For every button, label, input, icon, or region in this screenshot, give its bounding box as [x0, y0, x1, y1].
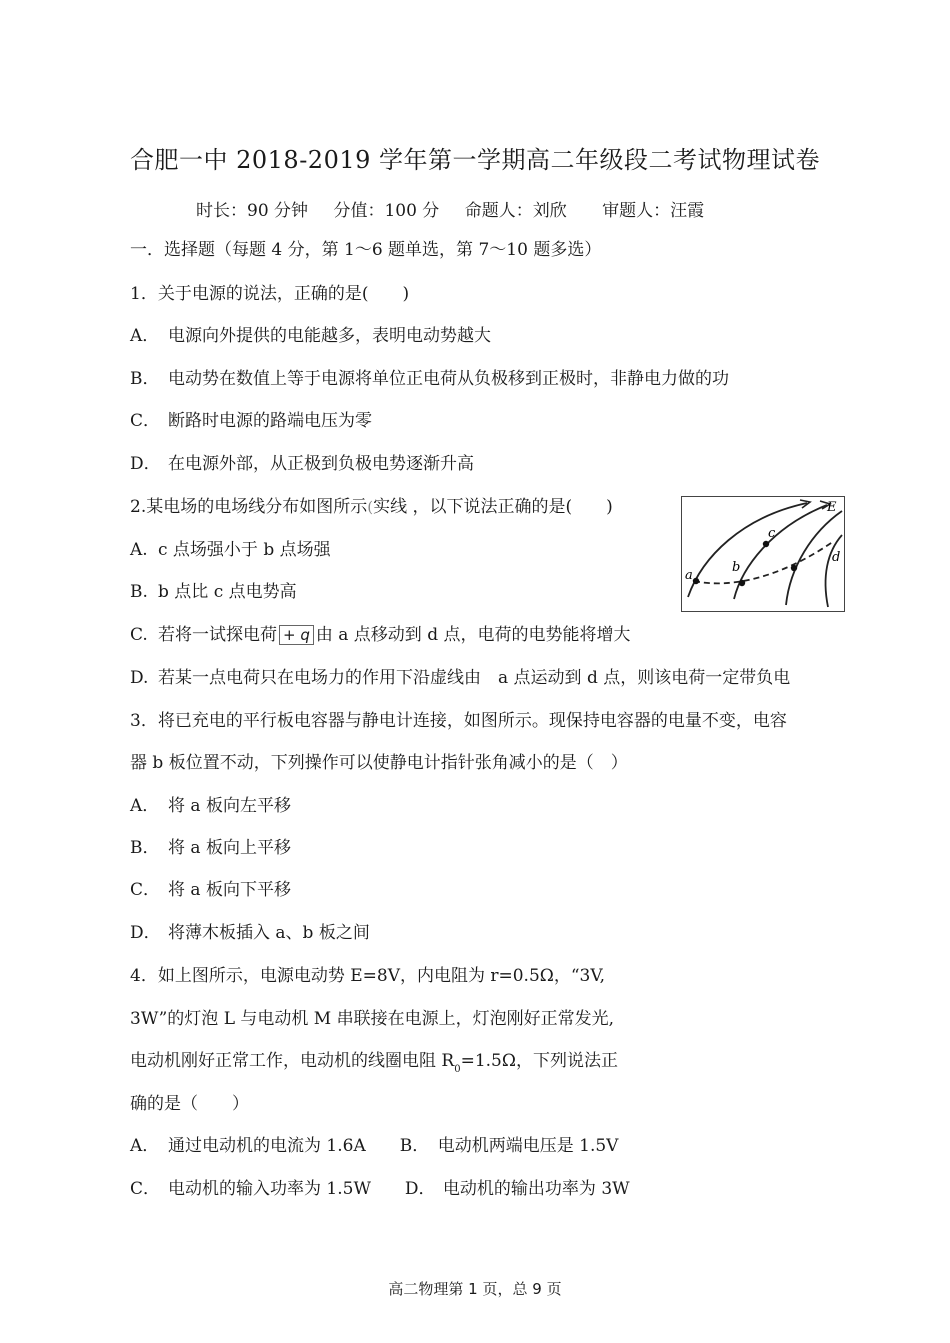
option-label: D.	[130, 668, 149, 688]
q3-option-b	[130, 836, 291, 860]
option-label: C.	[130, 625, 148, 645]
q3-option-d	[130, 921, 370, 945]
subscript: 0	[454, 1064, 461, 1075]
q1-stem: 1．关于电源的说法，正确的是( )	[130, 284, 410, 304]
q1-option-d	[130, 452, 474, 476]
q4-stem-line-4: 确的是（ ）	[130, 1094, 249, 1114]
q2-stem-part-a: 2.某电场的电场线分布如图所示	[130, 497, 368, 517]
q3-stem-line-1: 3．将已充电的平行板电容器与静电计连接，如图所示。现保持电容器的电量不变，电容	[130, 711, 787, 731]
q4-options-row-2	[130, 1177, 630, 1201]
q2-option-d	[130, 666, 790, 690]
q4-stem-line-3	[130, 1049, 618, 1082]
bracket-icon: (	[367, 498, 374, 516]
option-label: C．	[130, 1179, 161, 1199]
option-label: A.	[130, 540, 148, 560]
option-text: 断路时电源的路端电压为零	[168, 411, 372, 431]
option-text: 电动机的输入功率为 1.5W	[168, 1179, 371, 1199]
q4-stem-text: =1.5Ω，下列说法正	[460, 1051, 618, 1071]
option-label: D．	[130, 923, 161, 943]
q2-option-c	[130, 623, 631, 647]
option-label: A．	[130, 326, 160, 346]
option-text: 将薄木板插入 a、b 板之间	[168, 923, 370, 943]
label-d: d	[832, 550, 841, 565]
q4-stem-line-2: 3W”的灯泡 L 与电动机 M 串联接在电源上，灯泡刚好正常发光,	[130, 1009, 615, 1029]
q3-stem-line-2: 器 b 板位置不动，下列操作可以使静电计指针张角减小的是（ ）	[130, 753, 628, 773]
q4-options-row-1	[130, 1134, 618, 1158]
q1-option-b	[130, 367, 729, 391]
option-label: D．	[130, 454, 161, 474]
option-text: 若某一点电荷只在电场力的作用下沿虚线由 a 点运动到 d 点，则该电荷一定带负电	[158, 668, 791, 688]
exam-duration: 时长：90 分钟	[196, 201, 309, 221]
option-label: C．	[130, 411, 161, 431]
option-text: 若将一试探电荷	[158, 625, 277, 645]
exam-reviewer: 审题人：汪霞	[602, 201, 705, 221]
point-c	[763, 541, 769, 547]
option-label: B．	[130, 369, 160, 389]
exam-title: 合肥一中 2018-2019 学年第一学期高二年级段二考试物理试卷	[129, 146, 821, 174]
option-text: 电动机两端电压是 1.5V	[437, 1136, 619, 1156]
electric-field-figure	[681, 496, 845, 612]
section-heading: 一．选择题（每题 4 分，第 1～6 题单选，第 7～10 题多选）	[130, 240, 602, 260]
option-label: B．	[399, 1136, 430, 1156]
exam-meta	[196, 196, 724, 221]
option-text: 将 a 板向下平移	[168, 880, 291, 900]
q3-option-a	[130, 794, 291, 818]
point-b	[739, 580, 745, 586]
option-text: 由 a 点移动到 d 点，电荷的电势能将增大	[315, 625, 631, 645]
option-text: 电动势在数值上等于电源将单位正电荷从负极移到正极时，非静电力做的功	[168, 369, 729, 389]
q1-option-a	[130, 324, 491, 348]
label-c: c	[768, 526, 776, 541]
option-text: 通过电动机的电流为 1.6A	[168, 1136, 366, 1156]
q4-stem-line-1: 4．如上图所示，电源电动势 E=8V，内电阻为 r=0.5Ω，“3V,	[130, 966, 606, 986]
option-label: C．	[130, 880, 161, 900]
q4-stem-text: 电动机刚好正常工作，电动机的线圈电阻 R	[130, 1051, 455, 1071]
label-b: b	[732, 560, 741, 575]
option-text: 在电源外部，从正极到负极电势逐渐升高	[168, 454, 474, 474]
exam-author: 命题人：刘欣	[464, 201, 567, 221]
option-label: A．	[130, 796, 160, 816]
test-charge-symbol: + q	[279, 625, 314, 645]
label-e: E	[827, 500, 837, 515]
q2-option-b	[130, 580, 297, 604]
option-text: 电源向外提供的电能越多，表明电动势越大	[168, 326, 491, 346]
q2-option-a	[130, 538, 331, 562]
q2-stem	[130, 495, 613, 519]
option-label: B．	[130, 838, 160, 858]
field-line-2	[734, 505, 827, 599]
option-label: A．	[130, 1136, 160, 1156]
option-label: B.	[130, 582, 148, 602]
point-d-crossing	[791, 565, 797, 571]
option-text: 将 a 板向左平移	[168, 796, 291, 816]
field-lines-diagram	[682, 497, 844, 611]
q3-option-c	[130, 878, 291, 902]
q2-stem-part-b: 实线 ，以下说法正确的是( )	[373, 497, 613, 517]
page-footer: 高二物理第 1 页，总 9 页	[388, 1280, 562, 1298]
option-text: 将 a 板向上平移	[168, 838, 291, 858]
exam-score: 分值：100 分	[333, 201, 440, 221]
option-label: D．	[404, 1179, 436, 1199]
option-text: b 点比 c 点电势高	[158, 582, 297, 602]
point-a	[693, 578, 699, 584]
option-text: c 点场强小于 b 点场强	[158, 540, 331, 560]
q1-option-c	[130, 409, 372, 433]
option-text: 电动机的输出功率为 3W	[442, 1179, 630, 1199]
label-a: a	[685, 568, 693, 583]
